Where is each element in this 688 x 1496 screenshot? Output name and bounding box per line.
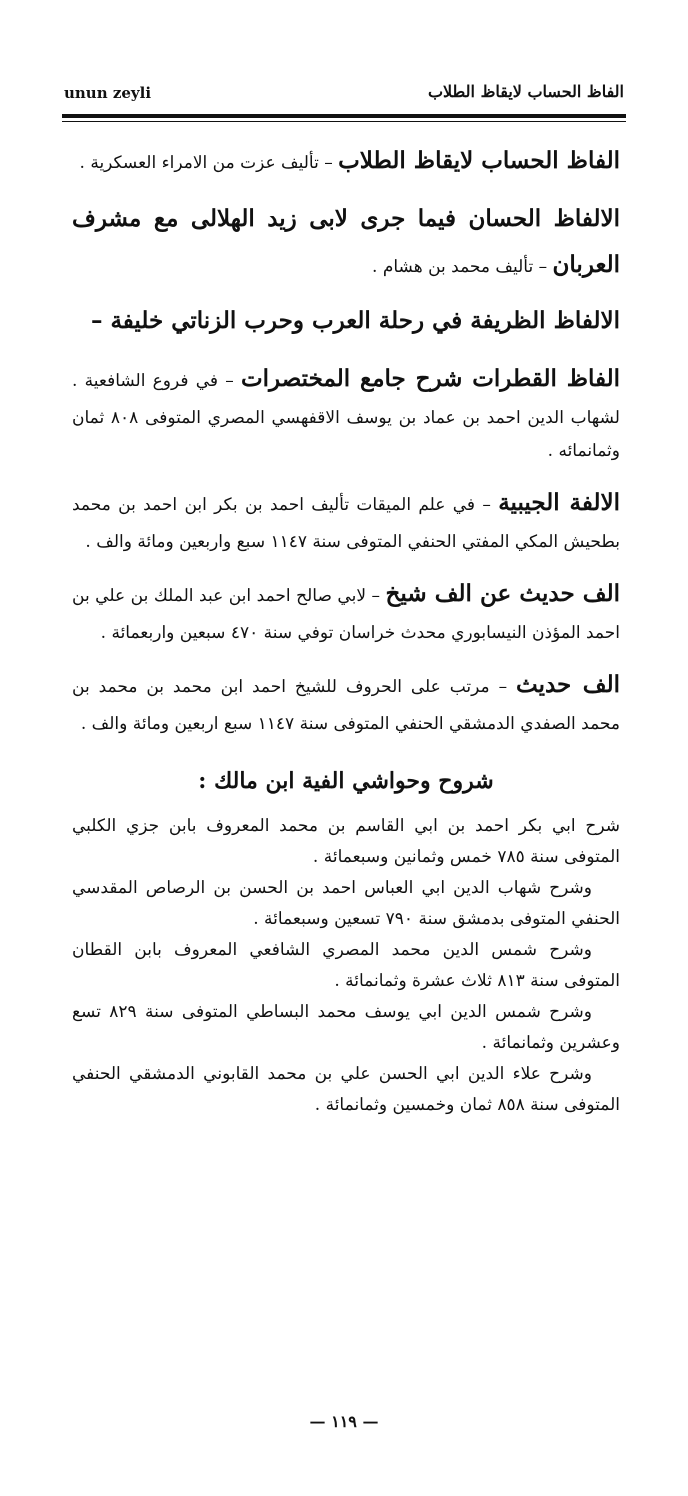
entry-description: – مرتب على الحروف للشيخ احمد ابن محمد بن محمد بن محمد الصفدي الدمشقي الحنفي المتوفى سنة ١١٤٧ سبع اربعين ومائة والف . bbox=[72, 677, 620, 734]
commentary-list bbox=[72, 811, 620, 1121]
entry-title: الف حديث عن الف شيخ bbox=[385, 580, 620, 607]
entry bbox=[72, 356, 620, 468]
entry bbox=[72, 196, 620, 288]
page-content bbox=[72, 130, 620, 1121]
entry-description: – تأليف عزت من الامراء العسكرية . bbox=[79, 153, 339, 173]
entry-description: – تأليف محمد بن هشام . bbox=[372, 257, 553, 277]
commentary-item: وشرح شهاب الدين ابي العباس احمد بن الحسن بن الرصاص المقدسي الحنفي المتوفى بدمشق سنة ٧٩٠ تسعين وسبعمائة . bbox=[72, 878, 620, 929]
commentary-item: وشرح شمس الدين ابي يوسف محمد البساطي المتوفى سنة ٨٢٩ تسع وعشرين وثمانمائة . bbox=[72, 1002, 620, 1053]
running-head-left: unun zeyli bbox=[64, 84, 152, 102]
entry bbox=[72, 662, 620, 741]
entry-description: – لابي صالح احمد ابن عبد الملك بن علي بن احمد المؤذن النيسابوري محدث خراسان توفي سنة ٤٧٠ سبعين واربعمائة . bbox=[72, 586, 620, 643]
running-head-right: الفاظ الحساب لايقاظ الطلاب bbox=[427, 82, 624, 101]
section-title: شروح وحواشي الفية ابن مالك : bbox=[198, 768, 494, 794]
page-number: — ١١٩ — bbox=[309, 1412, 379, 1431]
entry-description: – في فروع الشافعية . لشهاب الدين احمد بن عماد بن يوسف الاقفهسي المصري المتوفى ٨٠٨ ثمان وثمانمائه . bbox=[72, 371, 620, 461]
entry bbox=[72, 298, 620, 344]
header-rule-thick bbox=[62, 114, 626, 118]
entry bbox=[72, 138, 620, 184]
running-head bbox=[64, 80, 624, 108]
entry bbox=[72, 480, 620, 559]
entry bbox=[72, 571, 620, 650]
entry-title: الالفاظ الحسان فيما جرى لابى زيد الهلالى مع مشرف العربان bbox=[72, 205, 620, 278]
header-rule-thin bbox=[62, 121, 626, 122]
commentary-item: شرح ابي بكر احمد بن ابي القاسم بن محمد المعروف بابن جزي الكلبي المتوفى سنة ٧٨٥ خمس وثمانين وسبعمائة . bbox=[72, 816, 620, 867]
entry-title: الالفة الجيبية bbox=[498, 489, 621, 516]
entry-title: الف حديث bbox=[516, 671, 621, 698]
entry-description: – في علم الميقات تأليف احمد بن بكر ابن احمد بن محمد بطحيش المكي المفتي الحنفي المتوفى سنة ١١٤٧ سبع واربعين ومائة والف . bbox=[72, 495, 620, 552]
commentary-item: وشرح علاء الدين ابي الحسن علي بن محمد القابوني الدمشقي الحنفي المتوفى سنة ٨٥٨ ثمان وخمسين وثمانمائة . bbox=[72, 1064, 620, 1115]
entry-title: الفاظ الحساب لايقاظ الطلاب bbox=[338, 147, 620, 174]
commentary-item: وشرح شمس الدين محمد المصري الشافعي المعروف بابن القطان المتوفى سنة ٨١٣ ثلاث عشرة وثمانمائة . bbox=[72, 940, 620, 991]
entry-title: الفاظ القطرات شرح جامع المختصرات bbox=[241, 365, 620, 392]
entry-title: الالفاظ الظريفة في رحلة العرب وحرب الزناتي خليفة – bbox=[90, 307, 620, 334]
